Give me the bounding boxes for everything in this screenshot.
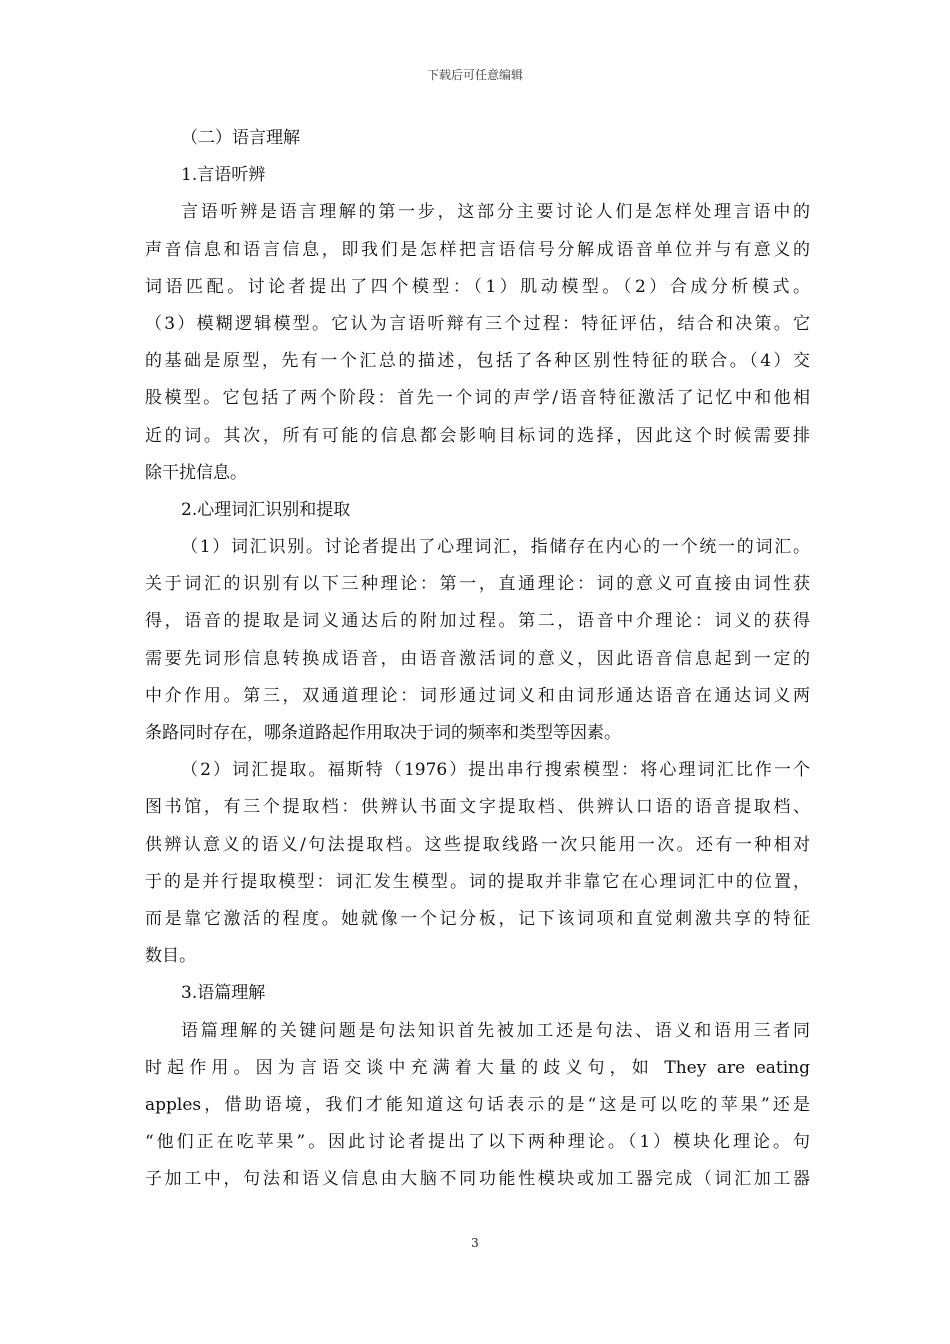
subsection-heading: 1.言语听辨	[181, 165, 266, 186]
paragraph-line: 于的是并行提取模型：词汇发生模型。词的提取并非靠它在心理词汇中的位置，	[145, 871, 810, 892]
subsection-heading: 2.心理词汇识别和提取	[181, 499, 351, 520]
document-body	[145, 120, 810, 1198]
paragraph-line: “他们正在吃苹果”。因此讨论者提出了以下两种理论。（1）模块化理论。句	[145, 1132, 810, 1153]
paragraph-line: 言语听辨是语言理解的第一步，这部分主要讨论人们是怎样处理言语中的	[181, 202, 810, 223]
paragraph-line: 关于词汇的识别有以下三种理论：第一，直通理论：词的意义可直接由词性获	[145, 574, 810, 595]
paragraph-line: 条路同时存在，哪条道路起作用取决于词的频率和类型等因素。	[145, 723, 621, 743]
section-heading: （二）语言理解	[181, 128, 300, 148]
paragraph-line: 近的词。其次，所有可能的信息都会影响目标词的选择，因此这个时候需要排	[145, 425, 810, 446]
paragraph-line: （3）模糊逻辑模型。它认为言语听辩有三个过程：特征评估，结合和决策。它	[145, 313, 810, 334]
paragraph-line: （2）词汇提取。福斯特（1976）提出串行搜索模型：将心理词汇比作一个	[181, 760, 810, 781]
paragraph-line: 中介作用。第三，双通道理论：词形通过词义和由词形通达语音在通达词义两	[145, 685, 810, 706]
paragraph-line: apples，借助语境，我们才能知道这句话表示的是“这是可以吃的苹果”还是	[145, 1094, 810, 1115]
paragraph-line: 供辨认意义的语义/句法提取档。这些提取线路一次只能用一次。还有一种相对	[145, 834, 810, 855]
paragraph-line: 需要先词形信息转换成语音，由语音激活词的意义，因此语音信息起到一定的	[145, 648, 810, 669]
paragraph-line: 子加工中，句法和语义信息由大脑不同功能性模块或加工器完成（词汇加工器	[145, 1169, 810, 1190]
paragraph-line: （1）词汇识别。讨论者提出了心理词汇，指储存在内心的一个统一的词汇。	[181, 537, 810, 558]
paragraph-line: 除干扰信息。	[145, 462, 247, 483]
page-header: 下载后可任意编辑	[426, 68, 523, 82]
paragraph-line: 而是靠它激活的程度。她就像一个记分板，记下该词项和直觉刺激共享的特征	[145, 908, 810, 929]
paragraph-line: 语篇理解的关键问题是句法知识首先被加工还是句法、语义和语用三者同	[181, 1020, 810, 1041]
paragraph-line: 得，语音的提取是词义通达后的附加过程。第二，语音中介理论：词义的获得	[145, 611, 810, 632]
paragraph-line: 声音信息和语言信息，即我们是怎样把言语信号分解成语音单位并与有意义的	[145, 239, 810, 260]
paragraph-line: 图书馆，有三个提取档：供辨认书面文字提取档、供辨认口语的语音提取档、	[145, 797, 810, 818]
paragraph-line: 时起作用。因为言语交谈中充满着大量的歧义句，如 They are eating	[145, 1057, 810, 1078]
subsection-heading: 3.语篇理解	[181, 983, 266, 1004]
paragraph-line: 的基础是原型，先有一个汇总的描述，包括了各种区别性特征的联合。（4）交	[145, 351, 810, 372]
paragraph-line: 股模型。它包括了两个阶段：首先一个词的声学/语音特征激活了记忆中和他相	[145, 388, 810, 409]
paragraph-line: 数目。	[145, 946, 196, 967]
paragraph-line: 词语匹配。讨论者提出了四个模型：（1）肌动模型。（2）合成分析模式。	[145, 276, 810, 297]
page-number: 3	[471, 1236, 479, 1250]
